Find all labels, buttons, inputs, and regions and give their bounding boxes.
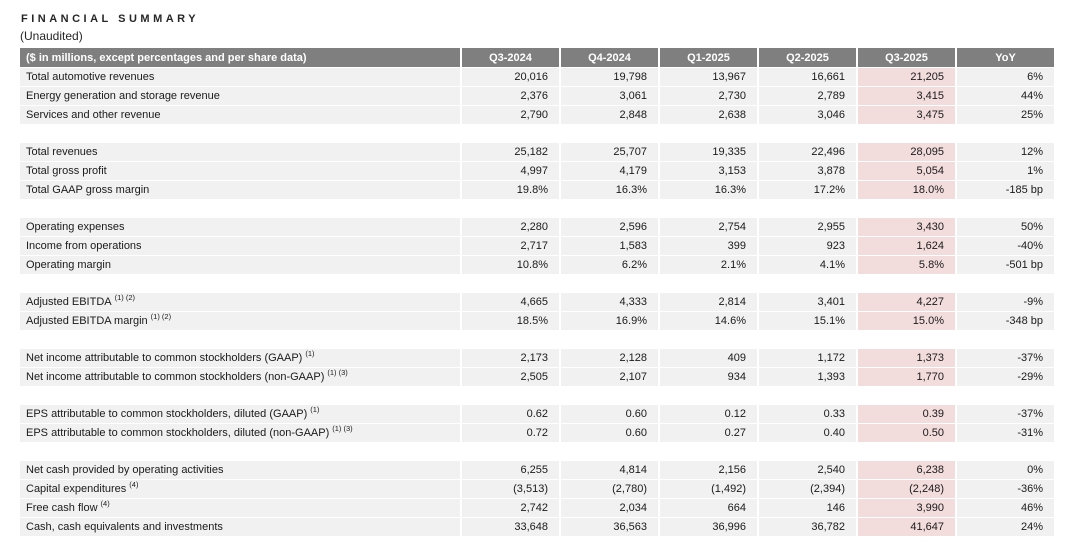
- financial-summary-table: [20, 48, 1054, 537]
- cell-q3-2024: 25,182: [460, 143, 559, 162]
- row-label-text: Total gross profit: [26, 165, 107, 177]
- cell-q3-2025: (2,248): [856, 480, 955, 499]
- column-header-q3-2025: Q3-2025: [856, 48, 955, 68]
- cell-q3-2025: 3,990: [856, 499, 955, 518]
- cell-yoy: 44%: [955, 87, 1054, 106]
- page-subtitle: (Unaudited): [20, 29, 83, 43]
- cell-q3-2025: 1,624: [856, 237, 955, 256]
- cell-yoy: 6%: [955, 68, 1054, 87]
- cell-yoy: 25%: [955, 106, 1054, 125]
- table-row: [20, 499, 1054, 518]
- cell-q4-2024: 2,107: [559, 368, 658, 387]
- cell-q3-2025: 6,238: [856, 461, 955, 480]
- cell-q3-2024: 2,280: [460, 218, 559, 237]
- table-row: [20, 518, 1054, 537]
- cell-q4-2024: 2,034: [559, 499, 658, 518]
- cell-q3-2024: 2,173: [460, 349, 559, 368]
- cell-q4-2024: 4,179: [559, 162, 658, 181]
- section-gap: [20, 275, 1054, 293]
- cell-yoy: -36%: [955, 480, 1054, 499]
- cell-q3-2025: 4,227: [856, 293, 955, 312]
- cell-q1-2025: 2,814: [658, 293, 757, 312]
- cell-q2-2025: 36,782: [757, 518, 856, 537]
- cell-q2-2025: 3,878: [757, 162, 856, 181]
- row-label: [20, 68, 460, 87]
- cell-q3-2024: 2,717: [460, 237, 559, 256]
- cell-q4-2024: 19,798: [559, 68, 658, 87]
- table-row: [20, 293, 1054, 312]
- table-row: [20, 218, 1054, 237]
- row-label: [20, 162, 460, 181]
- cell-q4-2024: 0.60: [559, 424, 658, 443]
- cell-yoy: 50%: [955, 218, 1054, 237]
- cell-q2-2025: 2,540: [757, 461, 856, 480]
- cell-yoy: 24%: [955, 518, 1054, 537]
- cell-q1-2025: 409: [658, 349, 757, 368]
- cell-q1-2025: 2,156: [658, 461, 757, 480]
- table-row: [20, 143, 1054, 162]
- footnote-superscript: (1) (2): [150, 312, 172, 322]
- row-label: [20, 237, 460, 256]
- cell-q3-2024: 4,997: [460, 162, 559, 181]
- cell-q1-2025: 13,967: [658, 68, 757, 87]
- cell-q2-2025: 3,401: [757, 293, 856, 312]
- cell-yoy: 0%: [955, 461, 1054, 480]
- cell-q4-2024: 2,596: [559, 218, 658, 237]
- column-header-q4-2024: Q4-2024: [559, 48, 658, 68]
- cell-q4-2024: 2,848: [559, 106, 658, 125]
- cell-q2-2025: 146: [757, 499, 856, 518]
- cell-q2-2025: 15.1%: [757, 312, 856, 331]
- cell-q1-2025: 36,996: [658, 518, 757, 537]
- cell-q3-2024: 20,016: [460, 68, 559, 87]
- cell-yoy: 46%: [955, 499, 1054, 518]
- cell-q3-2025: 15.0%: [856, 312, 955, 331]
- table-header-label: ($ in millions, except percentages and per share data): [20, 48, 460, 68]
- cell-q3-2024: 33,648: [460, 518, 559, 537]
- cell-yoy: -348 bp: [955, 312, 1054, 331]
- table-row: [20, 480, 1054, 499]
- cell-q2-2025: 1,172: [757, 349, 856, 368]
- row-label-text: Operating expenses: [26, 221, 125, 233]
- cell-q1-2025: 16.3%: [658, 181, 757, 200]
- cell-q3-2024: (3,513): [460, 480, 559, 499]
- row-label: [20, 143, 460, 162]
- column-header-yoy: YoY: [955, 48, 1054, 68]
- cell-q3-2024: 2,790: [460, 106, 559, 125]
- section-gap: [20, 200, 1054, 218]
- cell-q3-2025: 21,205: [856, 68, 955, 87]
- footnote-superscript: (1): [310, 405, 320, 415]
- cell-yoy: -31%: [955, 424, 1054, 443]
- row-label-text: Net income attributable to common stockholders (non-GAAP): [26, 371, 325, 383]
- cell-q2-2025: 17.2%: [757, 181, 856, 200]
- cell-q2-2025: 16,661: [757, 68, 856, 87]
- cell-q4-2024: 6.2%: [559, 256, 658, 275]
- row-label: [20, 181, 460, 200]
- row-label-text: Net cash provided by operating activities: [26, 464, 224, 476]
- cell-q1-2025: 0.27: [658, 424, 757, 443]
- cell-q2-2025: 22,496: [757, 143, 856, 162]
- footnote-superscript: (1) (3): [332, 424, 353, 434]
- cell-q2-2025: 3,046: [757, 106, 856, 125]
- cell-q1-2025: 3,153: [658, 162, 757, 181]
- cell-q4-2024: 1,583: [559, 237, 658, 256]
- row-label: [20, 349, 460, 368]
- row-label-text: Adjusted EBITDA margin: [26, 315, 148, 327]
- section-gap: [20, 331, 1054, 349]
- row-label: [20, 405, 460, 424]
- cell-q2-2025: 0.40: [757, 424, 856, 443]
- row-label-text: Income from operations: [26, 240, 142, 252]
- cell-q4-2024: 4,814: [559, 461, 658, 480]
- table-row: [20, 237, 1054, 256]
- cell-q1-2025: 934: [658, 368, 757, 387]
- table-body: [20, 68, 1054, 537]
- cell-q3-2025: 1,770: [856, 368, 955, 387]
- table-row: [20, 256, 1054, 275]
- cell-q4-2024: 2,128: [559, 349, 658, 368]
- cell-q3-2024: 2,376: [460, 87, 559, 106]
- cell-q3-2025: 3,430: [856, 218, 955, 237]
- row-label: [20, 256, 460, 275]
- row-label: [20, 312, 460, 331]
- table-header-row: [20, 48, 1054, 68]
- cell-q3-2024: 18.5%: [460, 312, 559, 331]
- cell-q1-2025: 19,335: [658, 143, 757, 162]
- cell-q3-2024: 6,255: [460, 461, 559, 480]
- table-row: [20, 312, 1054, 331]
- cell-yoy: -9%: [955, 293, 1054, 312]
- row-label-text: Total GAAP gross margin: [26, 184, 150, 196]
- cell-q4-2024: (2,780): [559, 480, 658, 499]
- cell-q1-2025: 14.6%: [658, 312, 757, 331]
- row-label-text: Services and other revenue: [26, 109, 161, 121]
- row-label: [20, 106, 460, 125]
- cell-q4-2024: 4,333: [559, 293, 658, 312]
- cell-q3-2025: 28,095: [856, 143, 955, 162]
- cell-yoy: -37%: [955, 405, 1054, 424]
- row-label-text: Adjusted EBITDA: [26, 296, 112, 308]
- cell-q2-2025: 4.1%: [757, 256, 856, 275]
- cell-q2-2025: 0.33: [757, 405, 856, 424]
- row-label: [20, 480, 460, 499]
- footnote-superscript: (1) (2): [114, 293, 136, 303]
- table-row: [20, 181, 1054, 200]
- row-label: [20, 368, 460, 387]
- footnote-superscript: (1): [305, 349, 315, 359]
- cell-q1-2025: 2,638: [658, 106, 757, 125]
- cell-q4-2024: 36,563: [559, 518, 658, 537]
- cell-q2-2025: 1,393: [757, 368, 856, 387]
- cell-q3-2025: 0.39: [856, 405, 955, 424]
- row-label-text: EPS attributable to common stockholders, diluted (non-GAAP): [26, 427, 330, 439]
- footnote-superscript: (4): [100, 499, 110, 509]
- table-row: [20, 162, 1054, 181]
- column-header-q2-2025: Q2-2025: [757, 48, 856, 68]
- cell-q1-2025: 2,754: [658, 218, 757, 237]
- cell-q4-2024: 0.60: [559, 405, 658, 424]
- cell-q1-2025: 2.1%: [658, 256, 757, 275]
- row-label: [20, 518, 460, 537]
- table-row: [20, 461, 1054, 480]
- cell-q3-2024: 0.72: [460, 424, 559, 443]
- cell-q1-2025: (1,492): [658, 480, 757, 499]
- cell-yoy: -37%: [955, 349, 1054, 368]
- cell-q3-2025: 3,475: [856, 106, 955, 125]
- section-gap: [20, 125, 1054, 143]
- cell-q3-2025: 3,415: [856, 87, 955, 106]
- section-gap: [20, 443, 1054, 461]
- row-label: [20, 218, 460, 237]
- cell-q2-2025: 2,789: [757, 87, 856, 106]
- row-label-text: Total automotive revenues: [26, 71, 155, 83]
- cell-yoy: -185 bp: [955, 181, 1054, 200]
- cell-q3-2025: 41,647: [856, 518, 955, 537]
- cell-q3-2025: 18.0%: [856, 181, 955, 200]
- row-label: [20, 461, 460, 480]
- cell-q2-2025: 2,955: [757, 218, 856, 237]
- cell-q1-2025: 2,730: [658, 87, 757, 106]
- cell-q3-2024: 4,665: [460, 293, 559, 312]
- row-label-text: EPS attributable to common stockholders, diluted (GAAP): [26, 408, 308, 420]
- cell-q3-2024: 0.62: [460, 405, 559, 424]
- row-label-text: Free cash flow: [26, 502, 98, 514]
- cell-yoy: -29%: [955, 368, 1054, 387]
- table-row: [20, 106, 1054, 125]
- column-header-q1-2025: Q1-2025: [658, 48, 757, 68]
- cell-q2-2025: (2,394): [757, 480, 856, 499]
- row-label-text: Operating margin: [26, 259, 111, 271]
- table-row: [20, 368, 1054, 387]
- cell-q1-2025: 399: [658, 237, 757, 256]
- cell-q3-2025: 0.50: [856, 424, 955, 443]
- table-row: [20, 68, 1054, 87]
- cell-q3-2025: 5.8%: [856, 256, 955, 275]
- cell-q4-2024: 16.9%: [559, 312, 658, 331]
- row-label: [20, 499, 460, 518]
- row-label: [20, 293, 460, 312]
- section-gap: [20, 387, 1054, 405]
- page-title: FINANCIAL SUMMARY: [21, 13, 200, 25]
- cell-yoy: -501 bp: [955, 256, 1054, 275]
- table-row: [20, 349, 1054, 368]
- cell-q3-2024: 2,742: [460, 499, 559, 518]
- cell-q4-2024: 25,707: [559, 143, 658, 162]
- row-label-text: Net income attributable to common stockholders (GAAP): [26, 352, 303, 364]
- row-label-text: Total revenues: [26, 146, 98, 158]
- cell-q4-2024: 3,061: [559, 87, 658, 106]
- footnote-superscript: (1) (3): [327, 368, 348, 378]
- cell-yoy: 1%: [955, 162, 1054, 181]
- row-label-text: Cash, cash equivalents and investments: [26, 521, 223, 533]
- cell-q3-2024: 19.8%: [460, 181, 559, 200]
- table-row: [20, 405, 1054, 424]
- table-row: [20, 87, 1054, 106]
- footnote-superscript: (4): [129, 480, 139, 490]
- row-label-text: Capital expenditures: [26, 483, 127, 495]
- cell-q1-2025: 0.12: [658, 405, 757, 424]
- cell-q3-2024: 2,505: [460, 368, 559, 387]
- column-header-q3-2024: Q3-2024: [460, 48, 559, 68]
- cell-q3-2025: 5,054: [856, 162, 955, 181]
- table-row: [20, 424, 1054, 443]
- cell-yoy: -40%: [955, 237, 1054, 256]
- cell-q3-2024: 10.8%: [460, 256, 559, 275]
- cell-q1-2025: 664: [658, 499, 757, 518]
- row-label: [20, 424, 460, 443]
- cell-q2-2025: 923: [757, 237, 856, 256]
- row-label-text: Energy generation and storage revenue: [26, 90, 220, 102]
- row-label: [20, 87, 460, 106]
- cell-q4-2024: 16.3%: [559, 181, 658, 200]
- cell-yoy: 12%: [955, 143, 1054, 162]
- cell-q3-2025: 1,373: [856, 349, 955, 368]
